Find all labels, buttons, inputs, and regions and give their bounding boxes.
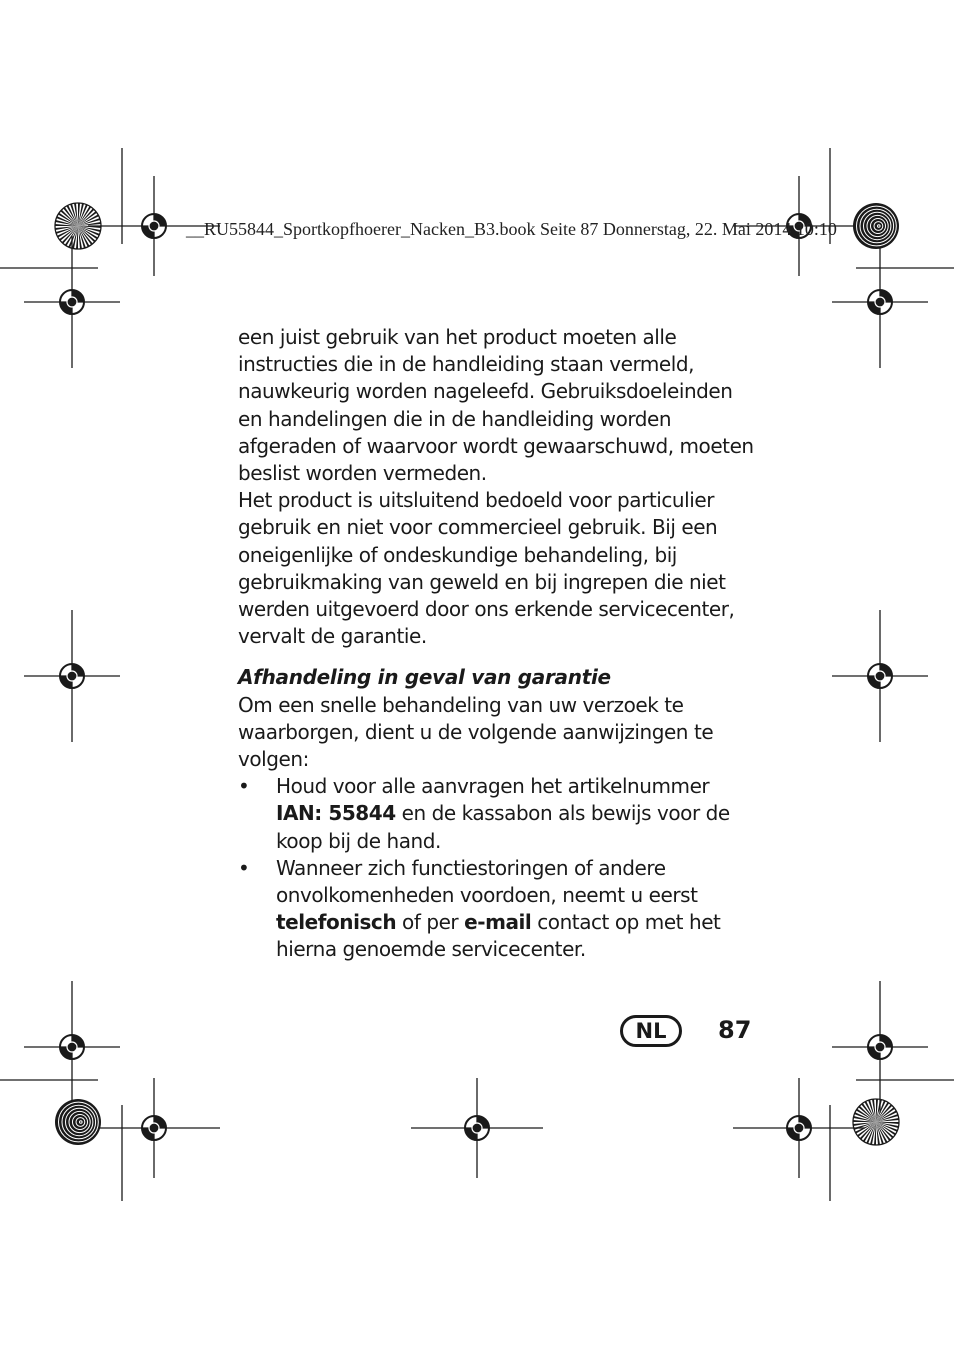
article-number: IAN: 55844: [276, 801, 396, 826]
section-heading: Afhandeling in geval van garantie: [238, 665, 611, 690]
section-intro: Om een snelle behandeling van uw verzoek te waarborgen, dient u de volgende aanwijzingen te volgen:: [238, 692, 714, 772]
registration-center: [875, 1042, 885, 1052]
registration-center: [472, 1123, 482, 1133]
star-target-ray: [853, 1120, 876, 1122]
registration-center: [67, 1042, 77, 1052]
page-number: 87: [718, 1016, 752, 1044]
list-item: [238, 855, 754, 964]
registration-center: [875, 297, 885, 307]
registration-center: [794, 1123, 804, 1133]
registration-center: [875, 671, 885, 681]
bullet-text: Houd voor alle aanvragen het artikelnummer: [276, 774, 710, 799]
usage-paragraph: Het product is uitsluitend bedoeld voor particulier gebruik en niet voor commercieel gebruik. Bij een oneigenlijke of ondeskundige behandeling, bij gebruikmaking van geweld en bij ingrepen die niet werden uitgevoerd door ons erkende servicecenter, vervalt de garantie.: [238, 488, 735, 649]
bullet-marker: •: [238, 855, 250, 880]
registration-center: [149, 1123, 159, 1133]
bullet-text: of per: [396, 910, 465, 935]
intro-paragraph: een juist gebruik van het product moeten alle instructies die in de handleiding staan vermeld, nauwkeurig worden nageleefd. Gebruiksdoeleinden en handelingen die in de handleiding worden afgeraden of waarvoor wordt gewaarschuwd, moeten beslist worden vermeden.: [238, 325, 754, 486]
language-badge: NL: [620, 1015, 682, 1047]
contact-email-emphasis: e-mail: [464, 910, 532, 935]
star-target-ray: [876, 1122, 899, 1124]
page-footer: [620, 1013, 760, 1053]
star-target-ray: [78, 226, 101, 228]
page-content: [238, 324, 754, 964]
bullet-text: Wanneer zich functiestoringen of andere onvolkomenheden voordoen, neemt u eerst: [276, 855, 698, 908]
bullet-marker: •: [238, 774, 250, 799]
bullet-text: contact op met het hierna genoemde servicecenter.: [276, 910, 721, 962]
registration-center: [67, 671, 77, 681]
star-target-ray: [78, 203, 80, 226]
registration-center: [67, 297, 77, 307]
star-target-ray: [55, 224, 78, 226]
star-target-ray: [876, 1099, 878, 1122]
print-header-file-info: __RU55844_Sportkopfhoerer_Nacken_B3.book Seite 87 Donnerstag, 22. Mai 2014 10:10: [186, 219, 837, 239]
instruction-list: [238, 773, 754, 963]
star-target-ray: [76, 226, 78, 249]
list-item: [238, 773, 754, 855]
registration-center: [149, 221, 159, 231]
bullet-text: en de kassabon als bewijs voor de koop bij de hand.: [276, 801, 730, 853]
contact-phone-emphasis: telefonisch: [276, 910, 397, 935]
star-target-ray: [874, 1122, 876, 1145]
